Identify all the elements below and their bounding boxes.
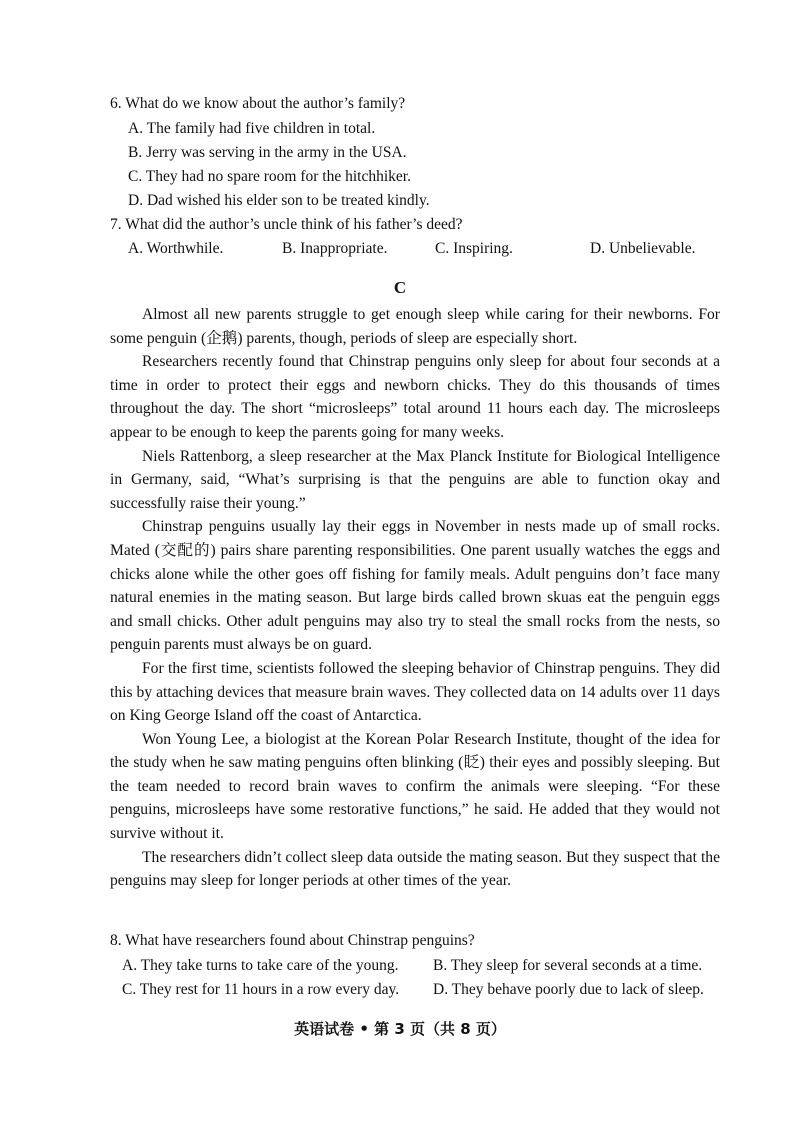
q8-option-c: C. They rest for 11 hours in a row every day. xyxy=(122,981,400,998)
q6-option-c: C. They had no spare room for the hitchhiker. xyxy=(128,168,411,185)
page-footer: 英语试卷 • 第 3 页（共 8 页） xyxy=(294,1020,506,1038)
q7-option-b: B. Inappropriate. xyxy=(282,240,388,257)
q8-option-b: B. They sleep for several seconds at a time. xyxy=(433,957,703,974)
passage-paragraph-7: The researchers didn’t collect sleep data outside the mating season. But they suspect that the penguins may sleep for longer periods at other times of the year. xyxy=(110,848,720,890)
passage-paragraph-1: Almost all new parents struggle to get enough sleep while caring for their newborns. For some penguin (企鹅) parents, though, periods of sleep are especially short. xyxy=(110,306,720,347)
q8-option-a: A. They take turns to take care of the young. xyxy=(122,957,399,974)
q6-option-b: B. Jerry was serving in the army in the USA. xyxy=(128,144,407,161)
q6-option-a: A. The family had five children in total. xyxy=(128,120,376,137)
section-heading: C xyxy=(393,278,407,297)
passage-paragraph-2: Researchers recently found that Chinstrap penguins only sleep for about four seconds at a time in order to protect their eggs and newborn chicks. They do this thousands of times throughout the day. The short “microsleeps” total around 11 hours each day. The microsleeps appear to be enough to keep the parents going for many weeks. xyxy=(110,353,720,441)
q6-option-d: D. Dad wished his elder son to be treated kindly. xyxy=(128,192,430,209)
passage-paragraph-5: For the first time, scientists followed the sleeping behavior of Chinstrap penguins. They did this by attaching devices that measure brain waves. They collected data on 14 adults over 11 days on King George Island off the coast of Antarctica. xyxy=(110,659,720,725)
q7-option-d: D. Unbelievable. xyxy=(590,240,696,257)
passage-paragraph-4: Chinstrap penguins usually lay their eggs in November in nests made up of small rocks. Mated (交配的) pairs share parenting responsibilities. One parent usually watches the eggs and chicks alone while the other goes off fishing for family meals. Adult penguins don’t face many natural enemies in the mating season. But large birds called brown skuas eat the penguin eggs and small chicks. Other adult penguins may also try to steal the small rocks from the nests, so penguin parents must always be on guard. xyxy=(110,518,720,654)
reading-passage xyxy=(110,303,720,893)
question-7: 7. What did the author’s uncle think of his father’s deed? xyxy=(110,216,463,233)
q7-option-a: A. Worthwhile. xyxy=(128,240,224,257)
q8-option-d: D. They behave poorly due to lack of sleep. xyxy=(433,981,704,998)
passage-paragraph-3: Niels Rattenborg, a sleep researcher at the Max Planck Institute for Biological Intelligence in Germany, said, “What’s surprising is that the penguins are able to function okay and successfully raise their young.” xyxy=(110,447,720,512)
question-8: 8. What have researchers found about Chinstrap penguins? xyxy=(110,932,475,949)
question-6: 6. What do we know about the author’s family? xyxy=(110,95,406,112)
q7-option-c: C. Inspiring. xyxy=(435,240,513,257)
passage-paragraph-6: Won Young Lee, a biologist at the Korean Polar Research Institute, thought of the idea for the study when he saw mating penguins often blinking (眨) their eyes and possibly sleeping. But the team needed to record brain waves to confirm the animals were sleeping. “For these penguins, microsleeps have some restorative functions,” he said. He added that they would not survive without it. xyxy=(110,730,720,843)
